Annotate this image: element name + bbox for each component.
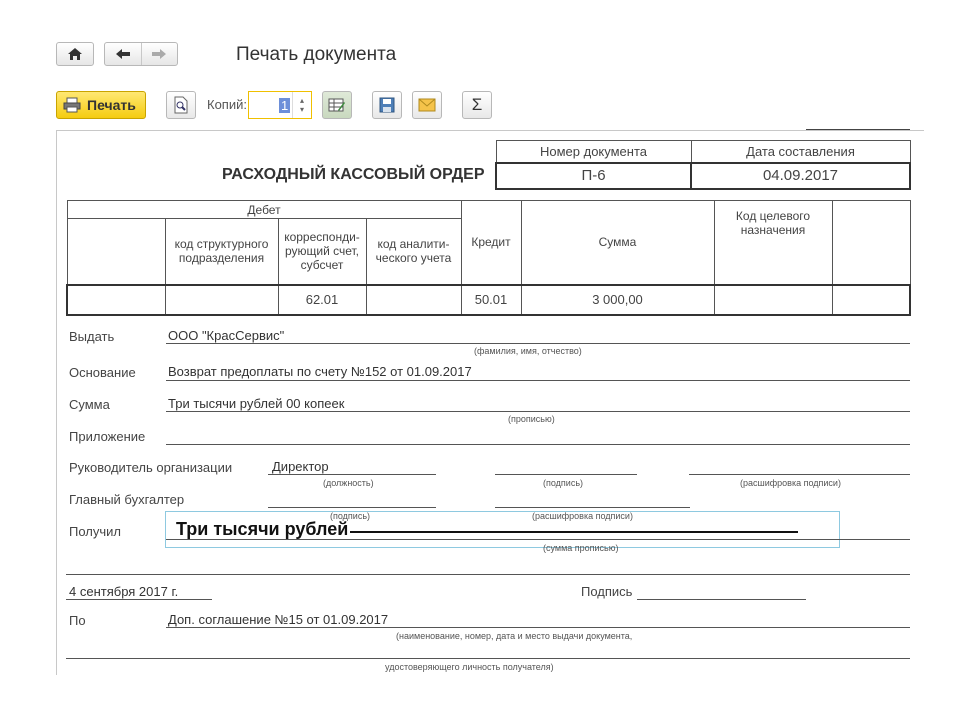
sum-header: Сумма — [521, 201, 714, 285]
document-top-border — [56, 130, 924, 131]
analytic-code-header: код аналити-ческого учета — [366, 219, 461, 285]
date-underline — [66, 599, 212, 600]
received-hint: (сумма прописью) — [543, 543, 619, 553]
purpose-code-header: Код целевого назначения — [714, 201, 832, 285]
by-value: Доп. соглашение №15 от 01.09.2017 — [168, 612, 389, 627]
document-top-rule — [806, 129, 910, 130]
director-position: Директор — [272, 459, 329, 474]
attachment-underline — [166, 444, 910, 445]
received-value: Три тысячи рублей — [176, 519, 349, 539]
send-email-button[interactable] — [412, 91, 442, 119]
director-position-underline — [268, 474, 436, 475]
copies-stepper[interactable] — [292, 92, 311, 118]
date-value: 4 сентября 2017 г. — [69, 584, 179, 599]
back-button[interactable] — [105, 43, 141, 65]
by-underline — [166, 627, 910, 628]
issue-underline — [166, 343, 910, 344]
analytic-code-cell — [366, 285, 461, 315]
home-button[interactable] — [56, 42, 94, 66]
doc-number-value: П-6 — [496, 163, 691, 189]
signature-label: Подпись — [581, 584, 633, 599]
sigma-icon: Σ — [471, 95, 483, 114]
received-fill-line — [350, 531, 798, 533]
struct-code-cell — [165, 285, 278, 315]
basis-value: Возврат предоплаты по счету №152 от 01.09.2017 — [168, 364, 472, 379]
accountant-signature-underline — [268, 507, 436, 508]
issue-hint: (фамилия, имя, отчество) — [474, 346, 582, 356]
printer-icon — [63, 97, 81, 113]
director-label: Руководитель организации — [69, 460, 233, 475]
accountant-decoding-hint: (расшифровка подписи) — [532, 511, 633, 521]
credit-cell: 50.01 — [461, 285, 521, 315]
blank-line — [66, 574, 910, 575]
accountant-decoding-underline — [495, 507, 690, 508]
empty-cell — [832, 285, 910, 315]
history-nav — [104, 42, 178, 66]
sum-hint: (прописью) — [508, 414, 555, 424]
sum-underline — [166, 411, 910, 412]
table-row — [67, 285, 910, 315]
document-left-border — [56, 130, 57, 675]
id-document-underline — [66, 658, 910, 659]
stepper-down-icon[interactable]: ▾ — [299, 105, 304, 114]
purpose-code-cell — [714, 285, 832, 315]
empty-header — [832, 201, 910, 285]
accounting-table — [66, 200, 911, 316]
signature-underline — [637, 599, 806, 600]
received-edit-field[interactable] — [165, 511, 840, 548]
doc-number-header: Номер документа — [496, 141, 691, 163]
by-hint-second-line: удостоверяющего личность получателя) — [385, 662, 554, 672]
doc-date-header: Дата составления — [691, 141, 910, 163]
page-title: Печать документа — [236, 44, 397, 65]
director-position-hint: (должность) — [323, 478, 374, 488]
forward-button[interactable] — [141, 43, 178, 65]
corr-account-cell: 62.01 — [278, 285, 366, 315]
sum-cell: 3 000,00 — [521, 285, 714, 315]
accountant-signature-hint: (подпись) — [330, 511, 371, 521]
preview-icon — [173, 96, 189, 114]
sum-button[interactable] — [462, 91, 492, 119]
accountant-label: Главный бухгалтер — [69, 492, 185, 507]
copies-value: 1 — [281, 97, 289, 113]
edit-mode-button[interactable] — [322, 91, 352, 119]
arrow-left-icon — [115, 48, 131, 60]
preview-button[interactable] — [166, 91, 196, 119]
copies-input[interactable] — [248, 91, 312, 119]
debit-empty-header — [67, 219, 165, 285]
stepper-up-icon[interactable]: ▴ — [299, 96, 304, 105]
by-hint: (наименование, номер, дата и место выдачи документа, — [396, 631, 633, 641]
home-icon — [67, 47, 83, 61]
corr-account-header: корреспонди-рующий счет, субсчет — [278, 219, 366, 285]
save-button[interactable] — [372, 91, 402, 119]
save-icon — [379, 97, 395, 113]
received-label: Получил — [69, 524, 121, 539]
received-underline — [166, 539, 910, 540]
document-number-table — [495, 140, 911, 190]
debit-empty-cell — [67, 285, 165, 315]
table-edit-icon — [328, 97, 346, 113]
struct-code-header: код структурного подразделения — [165, 219, 278, 285]
director-decoding-underline — [689, 474, 910, 475]
sum-label: Сумма — [69, 397, 110, 412]
print-button-label: Печать — [87, 97, 136, 113]
arrow-right-icon — [151, 48, 167, 60]
doc-date-value: 04.09.2017 — [691, 163, 910, 189]
basis-underline — [166, 380, 910, 381]
debit-header: Дебет — [67, 201, 461, 219]
director-decoding-hint: (расшифровка подписи) — [740, 478, 841, 488]
issue-label: Выдать — [69, 329, 115, 344]
by-label: По — [69, 613, 86, 628]
issue-value: ООО "КрасСервис" — [168, 328, 285, 343]
sum-value: Три тысячи рублей 00 копеек — [168, 396, 345, 411]
attachment-label: Приложение — [69, 429, 146, 444]
copies-label: Копий: — [207, 97, 247, 112]
director-signature-underline — [495, 474, 637, 475]
envelope-icon — [418, 98, 436, 112]
basis-label: Основание — [69, 365, 136, 380]
document-heading: РАСХОДНЫЙ КАССОВЫЙ ОРДЕР — [222, 166, 485, 183]
print-button[interactable] — [56, 91, 146, 119]
credit-header: Кредит — [461, 201, 521, 285]
director-signature-hint: (подпись) — [543, 478, 584, 488]
